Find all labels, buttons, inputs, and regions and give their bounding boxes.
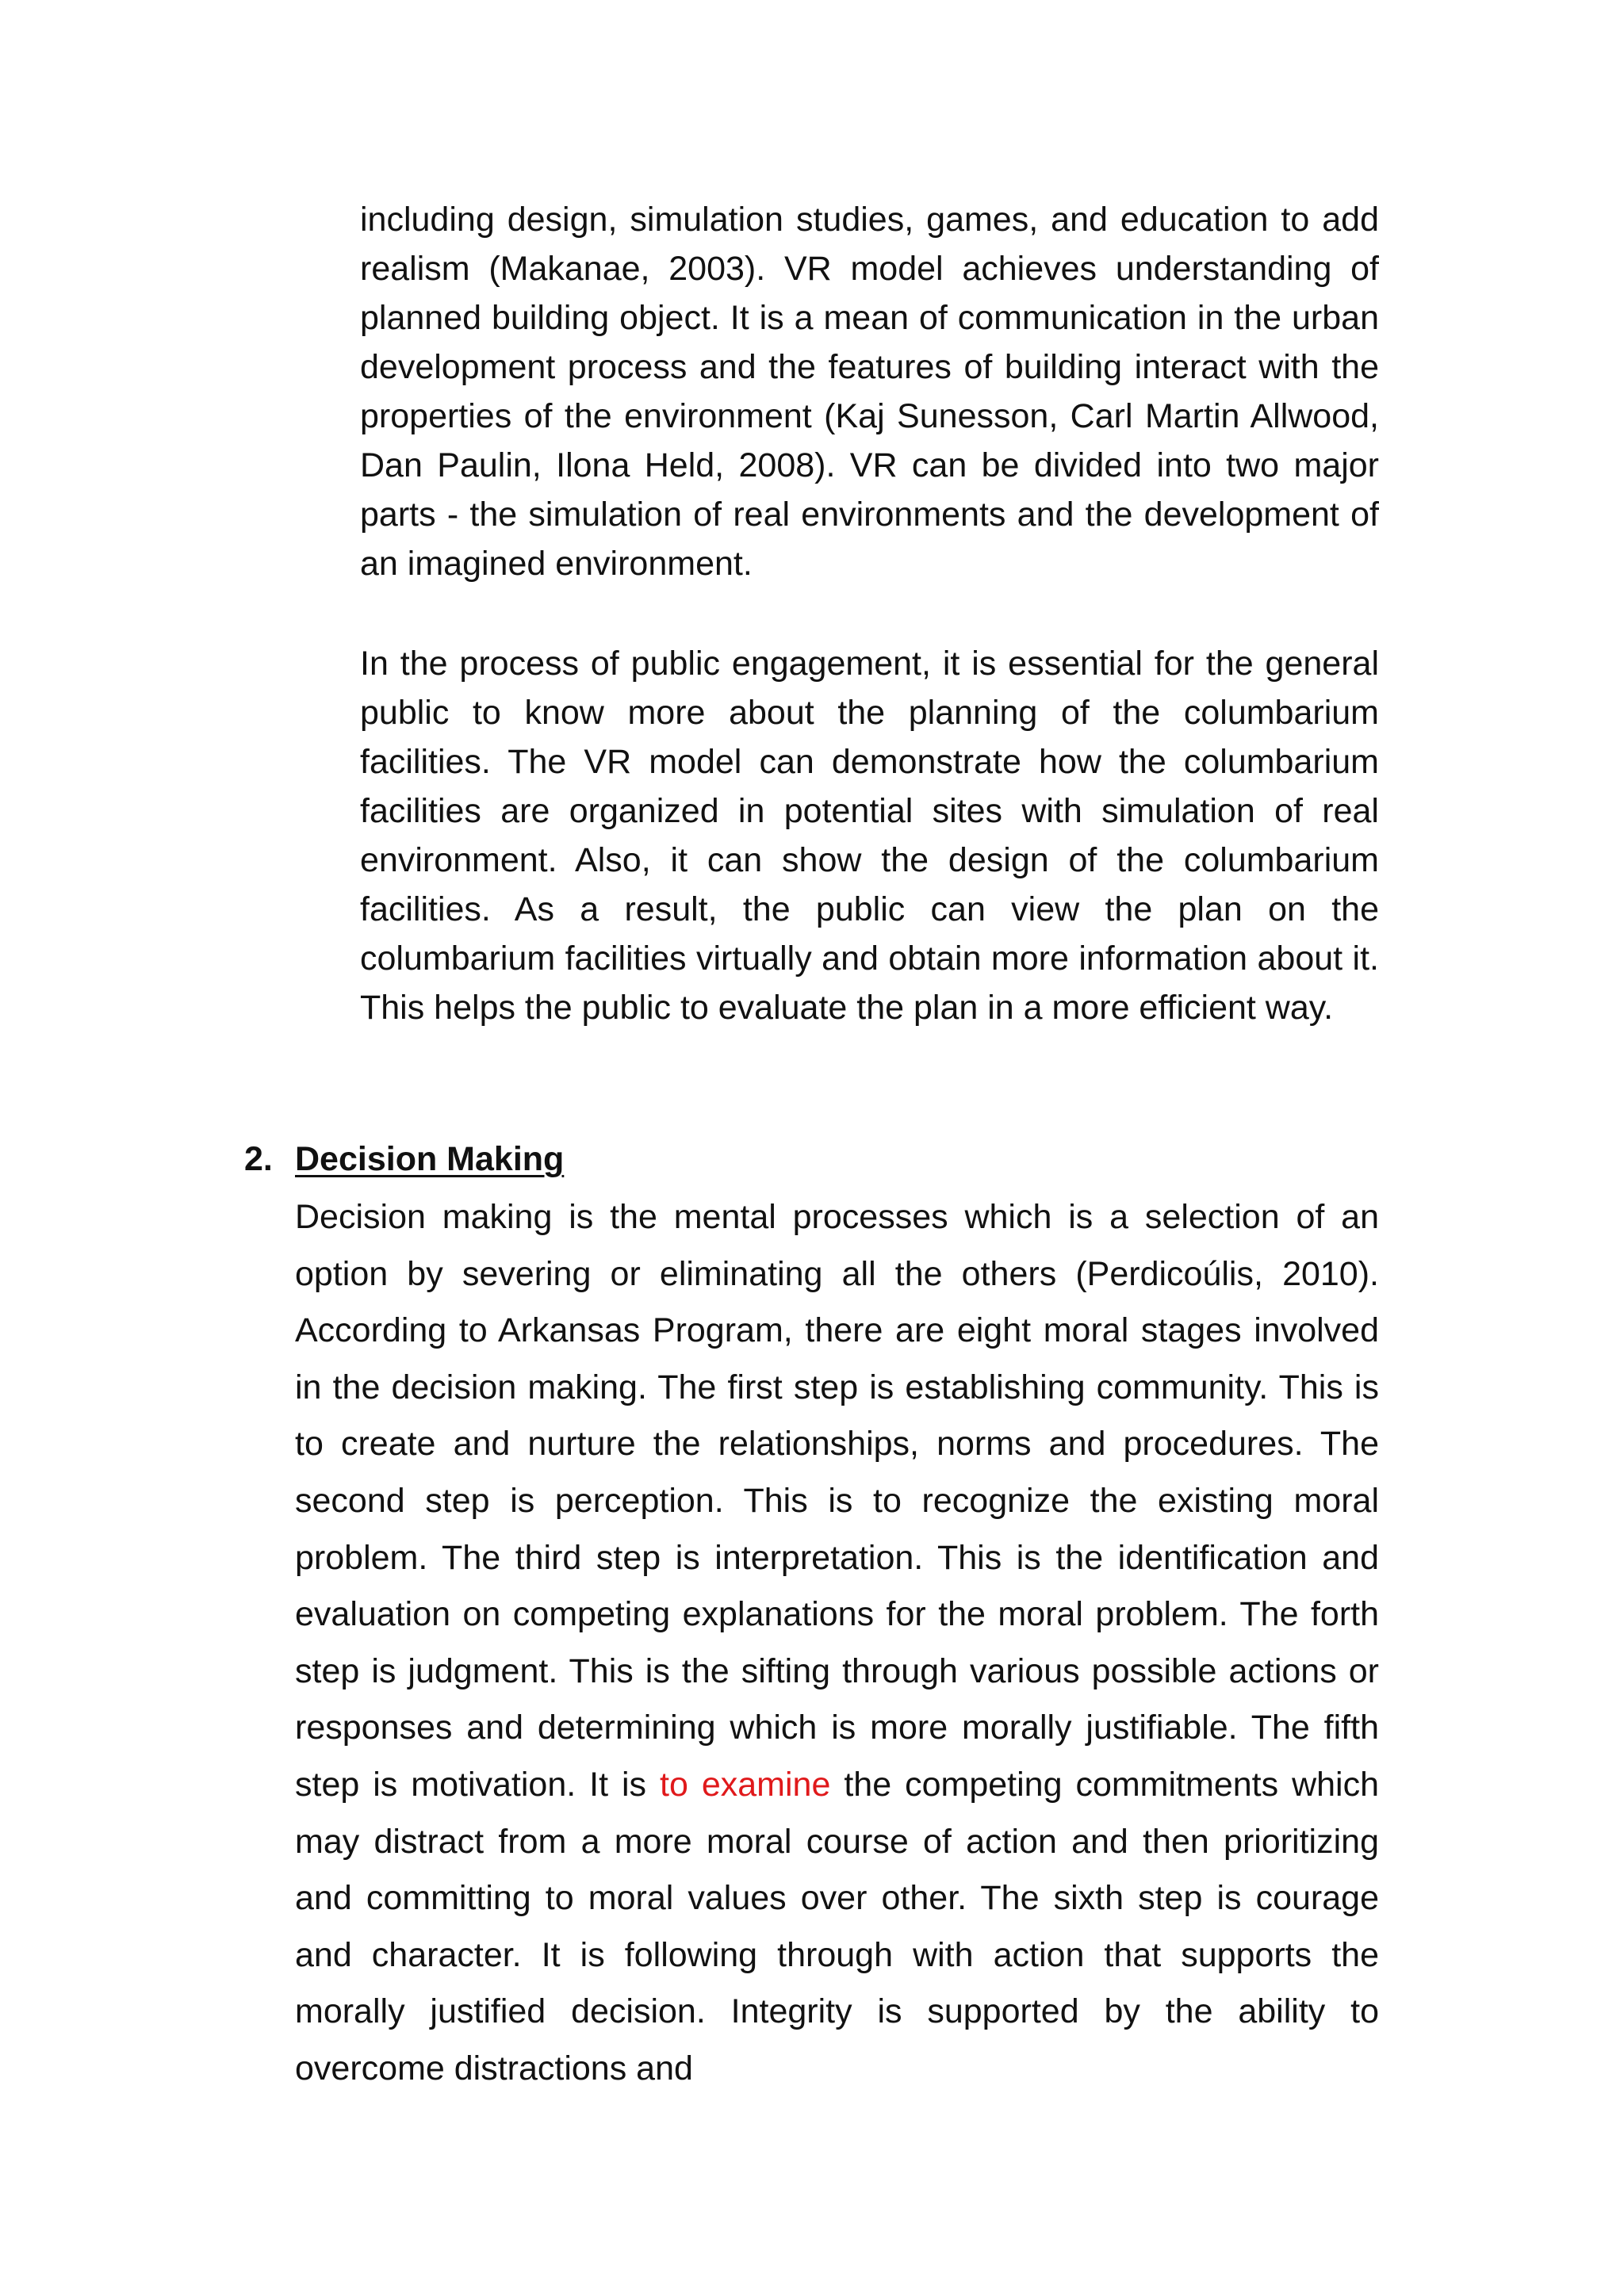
- decision-text-after-highlight: the competing commitments which may distract from a more moral course of action and then prioritizing and committing to moral values over other. The sixth step is courage and character. It is following through with action that supports the morally justified decision. Integrity is supported by the ability to overcome distractions and: [295, 1765, 1379, 2087]
- highlighted-text-to-examine: to examine: [660, 1765, 831, 1804]
- paragraph-decision-making: [295, 1189, 1379, 2098]
- section-title: Decision Making: [295, 1140, 565, 1178]
- decision-text-before-highlight: Decision making is the mental processes which is a selection of an option by severing or eliminating all the others (Perdicoúlis, 2010). According to Arkansas Program, there are eight moral stages involved in the decision making. The first step is establishing community. This is to create and nurture the relationships, norms and procedures. The second step is perception. This is to recognize the existing moral problem. The third step is interpretation. This is the identification and evaluation on competing explanations for the moral problem. The forth step is judgment. This is the sifting through various possible actions or responses and determining which is more morally justifiable. The fifth step is motivation. It is: [295, 1198, 1379, 1804]
- section-number: 2.: [244, 1140, 273, 1178]
- paragraph-vr-model: including design, simulation studies, games, and education to add realism (Makanae, 2003). VR model achieves understanding of planned building object. It is a mean of communication in the urban development process and the features of building interact with the properties of the environment (Kaj Sunesson, Carl Martin Allwood, Dan Paulin, Ilona Held, 2008). VR can be divided into two major parts - the simulation of real environments and the development of an imagined environment.: [360, 201, 1379, 583]
- section-heading-decision-making: [244, 1135, 564, 1184]
- paragraph-public-engagement: In the process of public engagement, it is essential for the general public to know more about the planning of the columbarium facilities. The VR model can demonstrate how the columbarium facilities are organized in potential sites with simulation of real environment. Also, it can show the design of the columbarium facilities. As a result, the public can view the plan on the columbarium facilities virtually and obtain more information about it. This helps the public to evaluate the plan in a more efficient way.: [360, 645, 1379, 1027]
